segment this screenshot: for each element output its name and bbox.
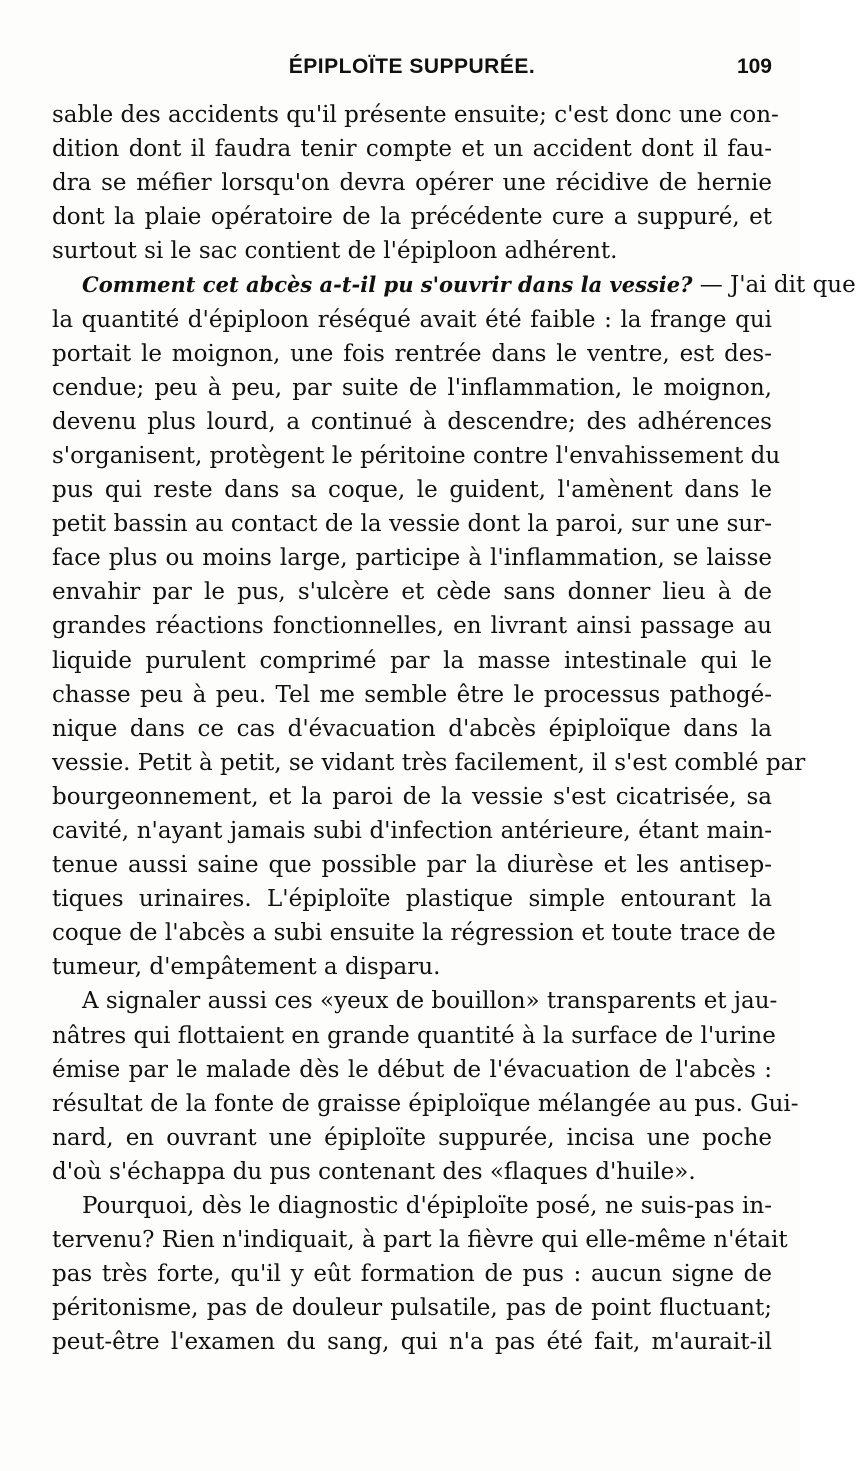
text-line: grandes réactions fonctionnelles, en livrant ainsi passage au <box>52 613 772 640</box>
text-line: nâtres qui flottaient en grande quantité à la surface de l'urine <box>52 1022 776 1049</box>
text-line: liquide purulent comprimé par la masse intestinale qui le <box>52 647 772 674</box>
text-line: devenu plus lourd, a continué à descendre; des adhérences <box>52 408 772 435</box>
text-line: coque de l'abcès a subi ensuite la régression et toute trace de <box>52 920 776 947</box>
text-line: petit bassin au contact de la vessie dont la paroi, sur une sur- <box>52 511 772 538</box>
text-line: chasse peu à peu. Tel me semble être le processus pathogé- <box>52 681 772 708</box>
run-in-heading: Comment cet abcès a-t-il pu s'ouvrir dans la vessie? <box>82 272 693 298</box>
text-line: la quantité d'épiploon réséqué avait été faible : la frange qui <box>52 306 772 333</box>
body-text <box>52 98 856 1359</box>
text-line: bourgeonnement, et la paroi de la vessie s'est cicatrisée, sa <box>52 783 772 810</box>
text-line: émise par le malade dès le début de l'évacuation de l'abcès : <box>52 1056 772 1083</box>
text-line: dition dont il faudra tenir compte et un accident dont il fau- <box>52 136 772 163</box>
text-line: dra se méfier lorsqu'on devra opérer une récidive de hernie <box>52 170 772 197</box>
text-line: tumeur, d'empâtement a disparu. <box>52 954 441 981</box>
text-line-rest: — J'ai dit que <box>699 272 856 299</box>
page-number: 109 <box>736 55 772 78</box>
text-line: A signaler aussi ces «yeux de bouillon» transparents et jau- <box>82 988 778 1015</box>
text-line: tenue aussi saine que possible par la diurèse et les antisep- <box>52 852 772 879</box>
text-line: surtout si le sac contient de l'épiploon adhérent. <box>52 238 618 265</box>
text-line: résultat de la fonte de graisse épiploïque mélangée au pus. Gui- <box>52 1090 799 1117</box>
text-line-with-heading <box>52 268 856 302</box>
text-line: nard, en ouvrant une épiploïte suppurée, incisa une poche <box>52 1124 772 1151</box>
text-line: tervenu? Rien n'indiquait, à part la fièvre qui elle-même n'était <box>52 1227 788 1254</box>
text-line: nique dans ce cas d'évacuation d'abcès épiploïque dans la <box>52 715 772 742</box>
text-line: vessie. Petit à petit, se vidant très facilement, il s'est comblé par <box>52 749 806 776</box>
text-line: s'organisent, protègent le péritoine contre l'envahissement du <box>52 442 781 469</box>
text-line: sable des accidents qu'il présente ensuite; c'est donc une con- <box>52 102 779 128</box>
text-line: cendue; peu à peu, par suite de l'inflammation, le moignon, <box>52 374 772 401</box>
text-line: pus qui reste dans sa coque, le guident, l'amènent dans le <box>52 477 772 504</box>
text-line: péritonisme, pas de douleur pulsatile, pas de point fluctuant; <box>52 1295 772 1322</box>
text-line: pas très forte, qu'il y eût formation de pus : aucun signe de <box>52 1261 772 1288</box>
text-line: face plus ou moins large, participe à l'inflammation, se laisse <box>52 545 772 572</box>
text-line: tiques urinaires. L'épiploïte plastique simple entourant la <box>52 886 772 913</box>
text-line: Pourquoi, dès le diagnostic d'épiploïte posé, ne suis-pas in- <box>82 1193 772 1219</box>
text-line: dont la plaie opératoire de la précédente cure a suppuré, et <box>52 204 772 231</box>
text-line: portait le moignon, une fois rentrée dans le ventre, est des- <box>52 340 772 367</box>
chapter-title: ÉPIPLOÏTE SUPPURÉE. <box>288 55 536 78</box>
text-line: envahir par le pus, s'ulcère et cède sans donner lieu à de <box>52 579 772 606</box>
text-line: d'où s'échappa du pus contenant des «flaques d'huile». <box>52 1158 696 1185</box>
text-line: peut-être l'examen du sang, qui n'a pas été fait, m'aurait-il <box>52 1329 772 1356</box>
running-head <box>52 55 772 85</box>
text-line: cavité, n'ayant jamais subi d'infection antérieure, étant main- <box>52 817 772 844</box>
